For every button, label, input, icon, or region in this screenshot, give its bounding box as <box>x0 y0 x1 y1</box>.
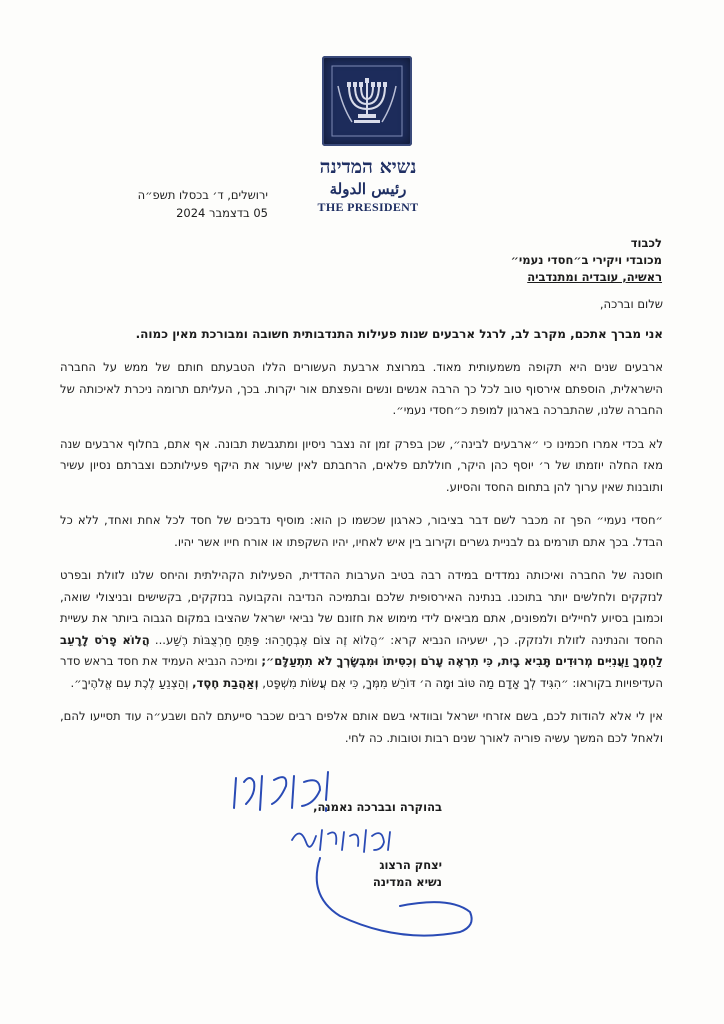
recipient-block <box>440 235 662 286</box>
paragraph-4 <box>60 565 663 694</box>
micah-emphasis: וְאַהֲבַת חֶסֶד, <box>192 675 259 690</box>
paragraph-4-micah: ומיכה הנביא העמיד את חסד בראש סדר העדיפויות בקוראו: ״הִגִּיד לְךָ אָדָם מַה טּוֹב וּמָה ה׳ דּוֹרֵשׁ מִמְּךָ, כִּי אִם עֲשׂוֹת מִשְׁפָּט, <box>60 654 663 690</box>
president-title-english: THE PRESIDENT <box>317 200 419 214</box>
signatory-role: נשיא המדינה <box>372 875 442 889</box>
date-block <box>118 186 268 222</box>
menorah-icon <box>322 56 412 146</box>
signature-flourish <box>300 836 480 946</box>
paragraph-3: ״חסדי נעמי״ הפך זה מכבר לשם דבר בציבור, כארגון שכשמו כן הוא: מוסיף נדבכים של חסד לכל אחת ואחד, ללא כל הבדל. בכך אתם תורמים גם לבניית גשרים וקירוב בין איש לאחיו, יהיו השקפתו או אורח חייו אשר יהיו. <box>60 513 663 549</box>
paragraph-5: אין לי אלא להודות לכם, בשם אזרחי ישראל ובוודאי בשם אותם אלפים רבים שכבר סייעתם להם ושבע״ה עוד תסייעו להם, ולאחל לכם המשך עשיה פוריה לאורך שנים רבות וטובות. כה לחי. <box>60 709 663 745</box>
letter-body <box>60 294 663 761</box>
recipient-line-3: ראשיה, עובדיה ומתנדביה <box>527 270 662 284</box>
greeting: שלום וברכה, <box>599 297 663 311</box>
menorah-emblem <box>322 56 412 146</box>
paragraph-1: ארבעים שנים היא תקופה משמעותית מאוד. במרוצת ארבעת העשורים הללו הטבעתם חותם של ממש על החברה הישראלית, הוספתם אירסוף טוב לכל כך הרבה אנשים ונשים והפצתם אור יקרות. בכך, העליתם תרומה ניכרת לאיכותה של החברה שלנו, שהתברכה בארגון למופת כ״חסדי נעמי״. <box>60 360 663 417</box>
paragraph-2: לא בכדי אמרו חכמינו כי ״ארבעים לבינה״, שכן בפרק זמן זה נצבר ניסיון ומתגבשת תבונה. אף אתם, בחלוף ארבעים שנה מאז החלה יוזמתו של ר׳ יוסף כהן היקר, חוללתם פלאים, הרחבתם לאין שיעור את היקף פעילותכם וצברתם נסיון עשיר ותובנות שאין ערוך להן בתחום החסד והסיוע. <box>60 436 663 494</box>
president-title-hebrew: נשיא המדינה <box>319 156 417 178</box>
paragraph-4-end: וְהַצְנֵעַ לֶכֶת עִם אֱלֹהֶיךָ״. <box>70 675 189 690</box>
hebrew-date: ירושלים, ד׳ בכסלו תשפ״ה <box>137 188 268 202</box>
isaiah-quote: הֲלוֹא פָרֹס לָרָעֵב לַחְמֶךָ וַעֲנִיִּים מְרוּדִים תָּבִיא בָיִת, כִּי תִרְאֶה עָרֹם וְכִסִּיתוֹ וּמִבְּשָׂרְךָ לֹא תִתְעַלָּם״; <box>60 632 663 668</box>
gregorian-date: 05 בדצמבר 2024 <box>176 206 268 220</box>
recipient-line-1: לכבוד <box>630 236 662 250</box>
lead-paragraph: אני מברך אתכם, מקרב לב, לרגל ארבעים שנות פעילות התנדבותית חשובה ומבורכת מאין כמוה. <box>135 326 663 341</box>
president-title-arabic: رئيس الدولة <box>329 180 407 198</box>
signatory-name: יצחק הרצוג <box>379 858 442 872</box>
paragraph-4-text: חוסנה של החברה ואיכותה נמדדים במידה רבה בטיב הערבות ההדדית, הפעילות הקהילתית והיחס שלנו לזולת ובפרט לנזקקים ולחלשים יותר בתוכנו. בנתינה האירסופית שלכם ובתמיכה הנדיבה והקבועה בנזקקים, בקשישים ובניצולי שואה, וכמובן בסיוע לחיילים ולמפונים, אתם מביאים לידי מימוש את חזונם של נביאי ישראל שהציבו במקום הגבוה ביותר את עשיית החסד והנתינה לזולת ולנזקק. כך, ישעיהו הנביא קרא: ״הֲלוֹא זֶה צוֹם אֶבְחָרֵהוּ: פַּתֵּחַ חַרְצֻבּוֹת רֶשַׁע... <box>60 568 663 647</box>
recipient-line-2: מכובדי ויקירי ב״חסדי נעמי״ <box>510 253 662 267</box>
handwritten-note-signature <box>228 764 338 824</box>
signoff: בהוקרה ובברכה נאמנה, <box>313 800 442 814</box>
